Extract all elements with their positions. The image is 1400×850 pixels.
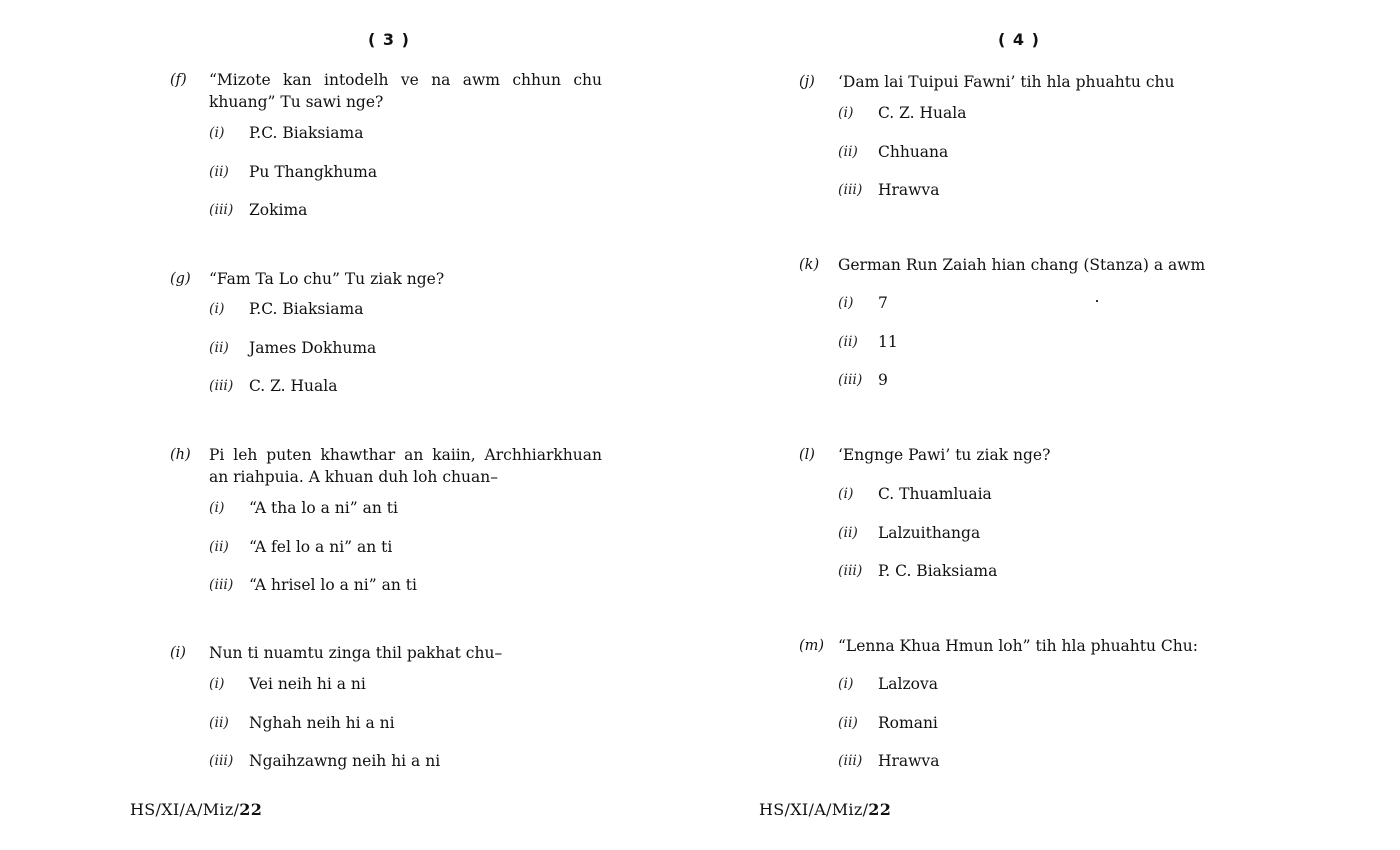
question-label: (g) [170,271,191,287]
option-label: (i) [838,676,854,692]
scan-speck [1096,300,1098,302]
footer-year: 22 [868,800,892,819]
option-text: Zokima [249,201,308,219]
question-text: “Lenna Khua Hmun loh” tih hla phuahtu Chu: [838,637,1198,655]
footer-year: 22 [239,800,263,819]
option-text: “A hrisel lo a ni” an ti [249,576,417,594]
option-text: P.C. Biaksiama [249,124,364,142]
question-text: ‘Dam lai Tuipui Fawni’ tih hla phuahtu chu [838,73,1175,91]
option-label: (i) [838,295,854,311]
option-text: 7 [878,294,888,312]
question-label: (m) [799,638,825,654]
option-text: James Dokhuma [249,338,377,357]
option-text: C. Z. Huala [249,377,338,395]
option-text: P. C. Biaksiama [878,562,998,580]
option-label: (iii) [838,563,863,579]
option-label: (i) [838,486,854,502]
option-text: Ngaihzawng neih hi a ni [249,752,441,770]
option-label: (iii) [209,378,234,394]
question-text: Nun ti nuamtu zinga thil pakhat chu– [209,644,503,662]
option-text: Pu Thangkhuma [249,162,378,181]
option-text: “A fel lo a ni” an ti [249,537,393,556]
option-label: (i) [838,105,854,121]
option-label: (ii) [838,524,858,541]
option-text: Hrawva [878,181,940,199]
option-text: 11 [878,332,898,351]
option-text: Chhuana [878,142,949,161]
option-label: (i) [209,301,225,317]
question-text: Pi leh puten khawthar an kaiin, Archhiarkhuan an riahpuia. A khuan duh loh chuan– [209,446,602,486]
option-text: Nghah neih hi a ni [249,713,395,732]
option-label: (i) [209,676,225,692]
question-label: (h) [170,447,191,463]
option-label: (iii) [209,753,234,769]
option-label: (iii) [209,202,234,218]
option-label: (iii) [209,577,234,593]
option-label: (ii) [209,339,229,356]
page-number: ( 4 ) [998,30,1040,49]
footer-code: HS/XI/A/Miz/ [759,800,869,819]
option-label: (i) [209,125,225,141]
question-label: (f) [170,72,187,88]
question-text: ‘Engnge Pawi’ tu ziak nge? [838,446,1051,464]
option-label: (ii) [838,143,858,160]
option-label: (ii) [209,163,229,180]
option-label: (ii) [838,714,858,731]
question-label: (j) [799,74,815,90]
page-footer [759,800,891,819]
option-label: (iii) [838,753,863,769]
option-text: P.C. Biaksiama [249,300,364,318]
page-4 [700,0,1400,850]
option-text: Lalzova [878,675,938,693]
footer-code: HS/XI/A/Miz/ [130,800,240,819]
question-text: “Mizote kan intodelh ve na awm chhun chu khuang” Tu sawi nge? [209,71,602,111]
page-footer [130,800,262,819]
option-text: Vei neih hi a ni [249,675,366,693]
option-text: Hrawva [878,752,940,770]
option-label: (iii) [838,182,863,198]
option-label: (ii) [838,333,858,350]
page-number: ( 3 ) [368,30,410,49]
question-text: German Run Zaiah hian chang (Stanza) a awm [838,256,1206,274]
question-label: (l) [799,447,815,463]
option-text: 9 [878,371,888,389]
option-label: (ii) [209,538,229,555]
option-label: (ii) [209,714,229,731]
option-text: C. Thuamluaia [878,485,992,503]
option-text: Lalzuithanga [878,523,981,542]
option-text: Romani [878,713,938,732]
option-label: (iii) [838,372,863,388]
question-label: (i) [170,645,186,661]
question-text: “Fam Ta Lo chu” Tu ziak nge? [209,270,445,288]
option-text: C. Z. Huala [878,104,967,122]
question-label: (k) [799,257,820,273]
option-text: “A tha lo a ni” an ti [249,499,398,517]
option-label: (i) [209,500,225,516]
